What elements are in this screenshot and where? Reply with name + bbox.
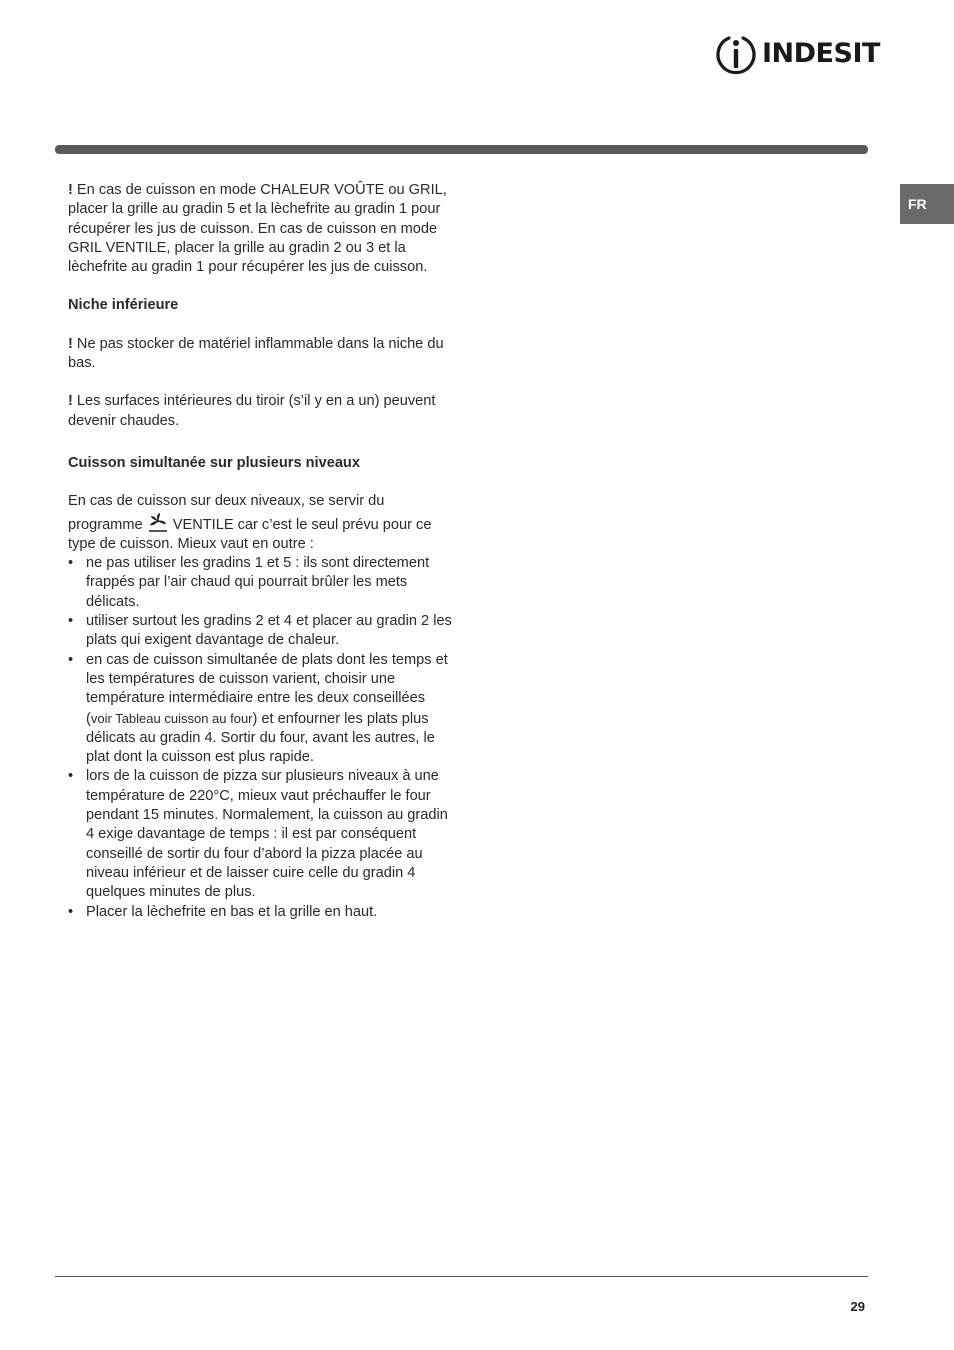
niche-warning [68,335,453,374]
language-tab-label: FR [908,196,927,212]
page-number: 29 [850,1299,865,1314]
warning-mark: ! [68,335,73,352]
language-tab [900,184,954,224]
list-item [68,651,453,768]
tips-list [68,554,453,922]
list-item-text: en cas de cuisson simultanée de plats dont les temps et les températures de cuisson varient, choisir une température intermédiaire entre les deux conseillées ( [86,651,448,727]
fan-icon [147,512,169,532]
warning-mark: ! [68,182,73,198]
list-item: • utiliser surtout les gradins 2 et 4 et placer au gradin 2 les plats qui exigent davantage de chaleur. [68,612,453,651]
multilevel-heading: Cuisson simultanée sur plusieurs niveaux [68,454,360,471]
niche-warning-text: Les surfaces intérieures du tiroir (s’il y en a un) peuvent devenir chaudes. [68,393,436,429]
indesit-logo-icon [714,32,758,76]
intro-paragraph [68,181,453,277]
multilevel-intro-text: En cas de cuisson sur deux niveaux, se servir du programme [68,493,385,533]
niche-heading: Niche inférieure [68,297,179,314]
niche-warning-text: Ne pas stocker de matériel inflammable dans la niche du bas. [68,335,444,372]
brand-logo [714,32,880,76]
list-item: • Placer la lèchefrite en bas et la grille en haut. [68,903,453,922]
intro-text: En cas de cuisson en mode CHALEUR VOÛTE ou GRIL, placer la grille au gradin 5 et la lèchefrite au gradin 1 pour récupérer les jus de cuisson. En cas de cuisson en mode GRIL VENTILE, placer la grille au gradin 2 ou 3 et la lèchefrite au gradin 1 pour récupérer les jus de cuisson. [68,182,447,276]
warning-mark: ! [68,393,73,410]
main-content [68,181,453,922]
multilevel-intro [68,492,453,554]
list-item-text: ) et enfourner les plats plus délicats au gradin 4. Sortir du four, avant les autres, le plat dont la cuisson est plus rapide. [86,710,435,766]
list-item: • ne pas utiliser les gradins 1 et 5 : ils sont directement frappés par l’air chaud qui pourrait brûler les mets délicats. [68,554,453,612]
multilevel-intro-text: VENTILE car c’est le seul prévu pour ce type de cuisson. Mieux vaut en outre : [68,516,432,552]
header-rule [55,145,868,154]
table-reference: voir Tableau cuisson au four [90,710,253,726]
footer-rule [55,1276,868,1277]
brand-name: INDESIT [762,38,880,69]
niche-warning [68,392,453,431]
list-item: • lors de la cuisson de pizza sur plusieurs niveaux à une température de 220°C, mieux vaut préchauffer le four pendant 15 minutes. Normalement, la cuisson au gradin 4 exige davantage de temps : il est par conséquent conseillé de sortir du four d’abord la pizza placée au niveau inférieur et de laisser cuire celle du gradin 4 quelques minutes de plus. [68,767,453,902]
